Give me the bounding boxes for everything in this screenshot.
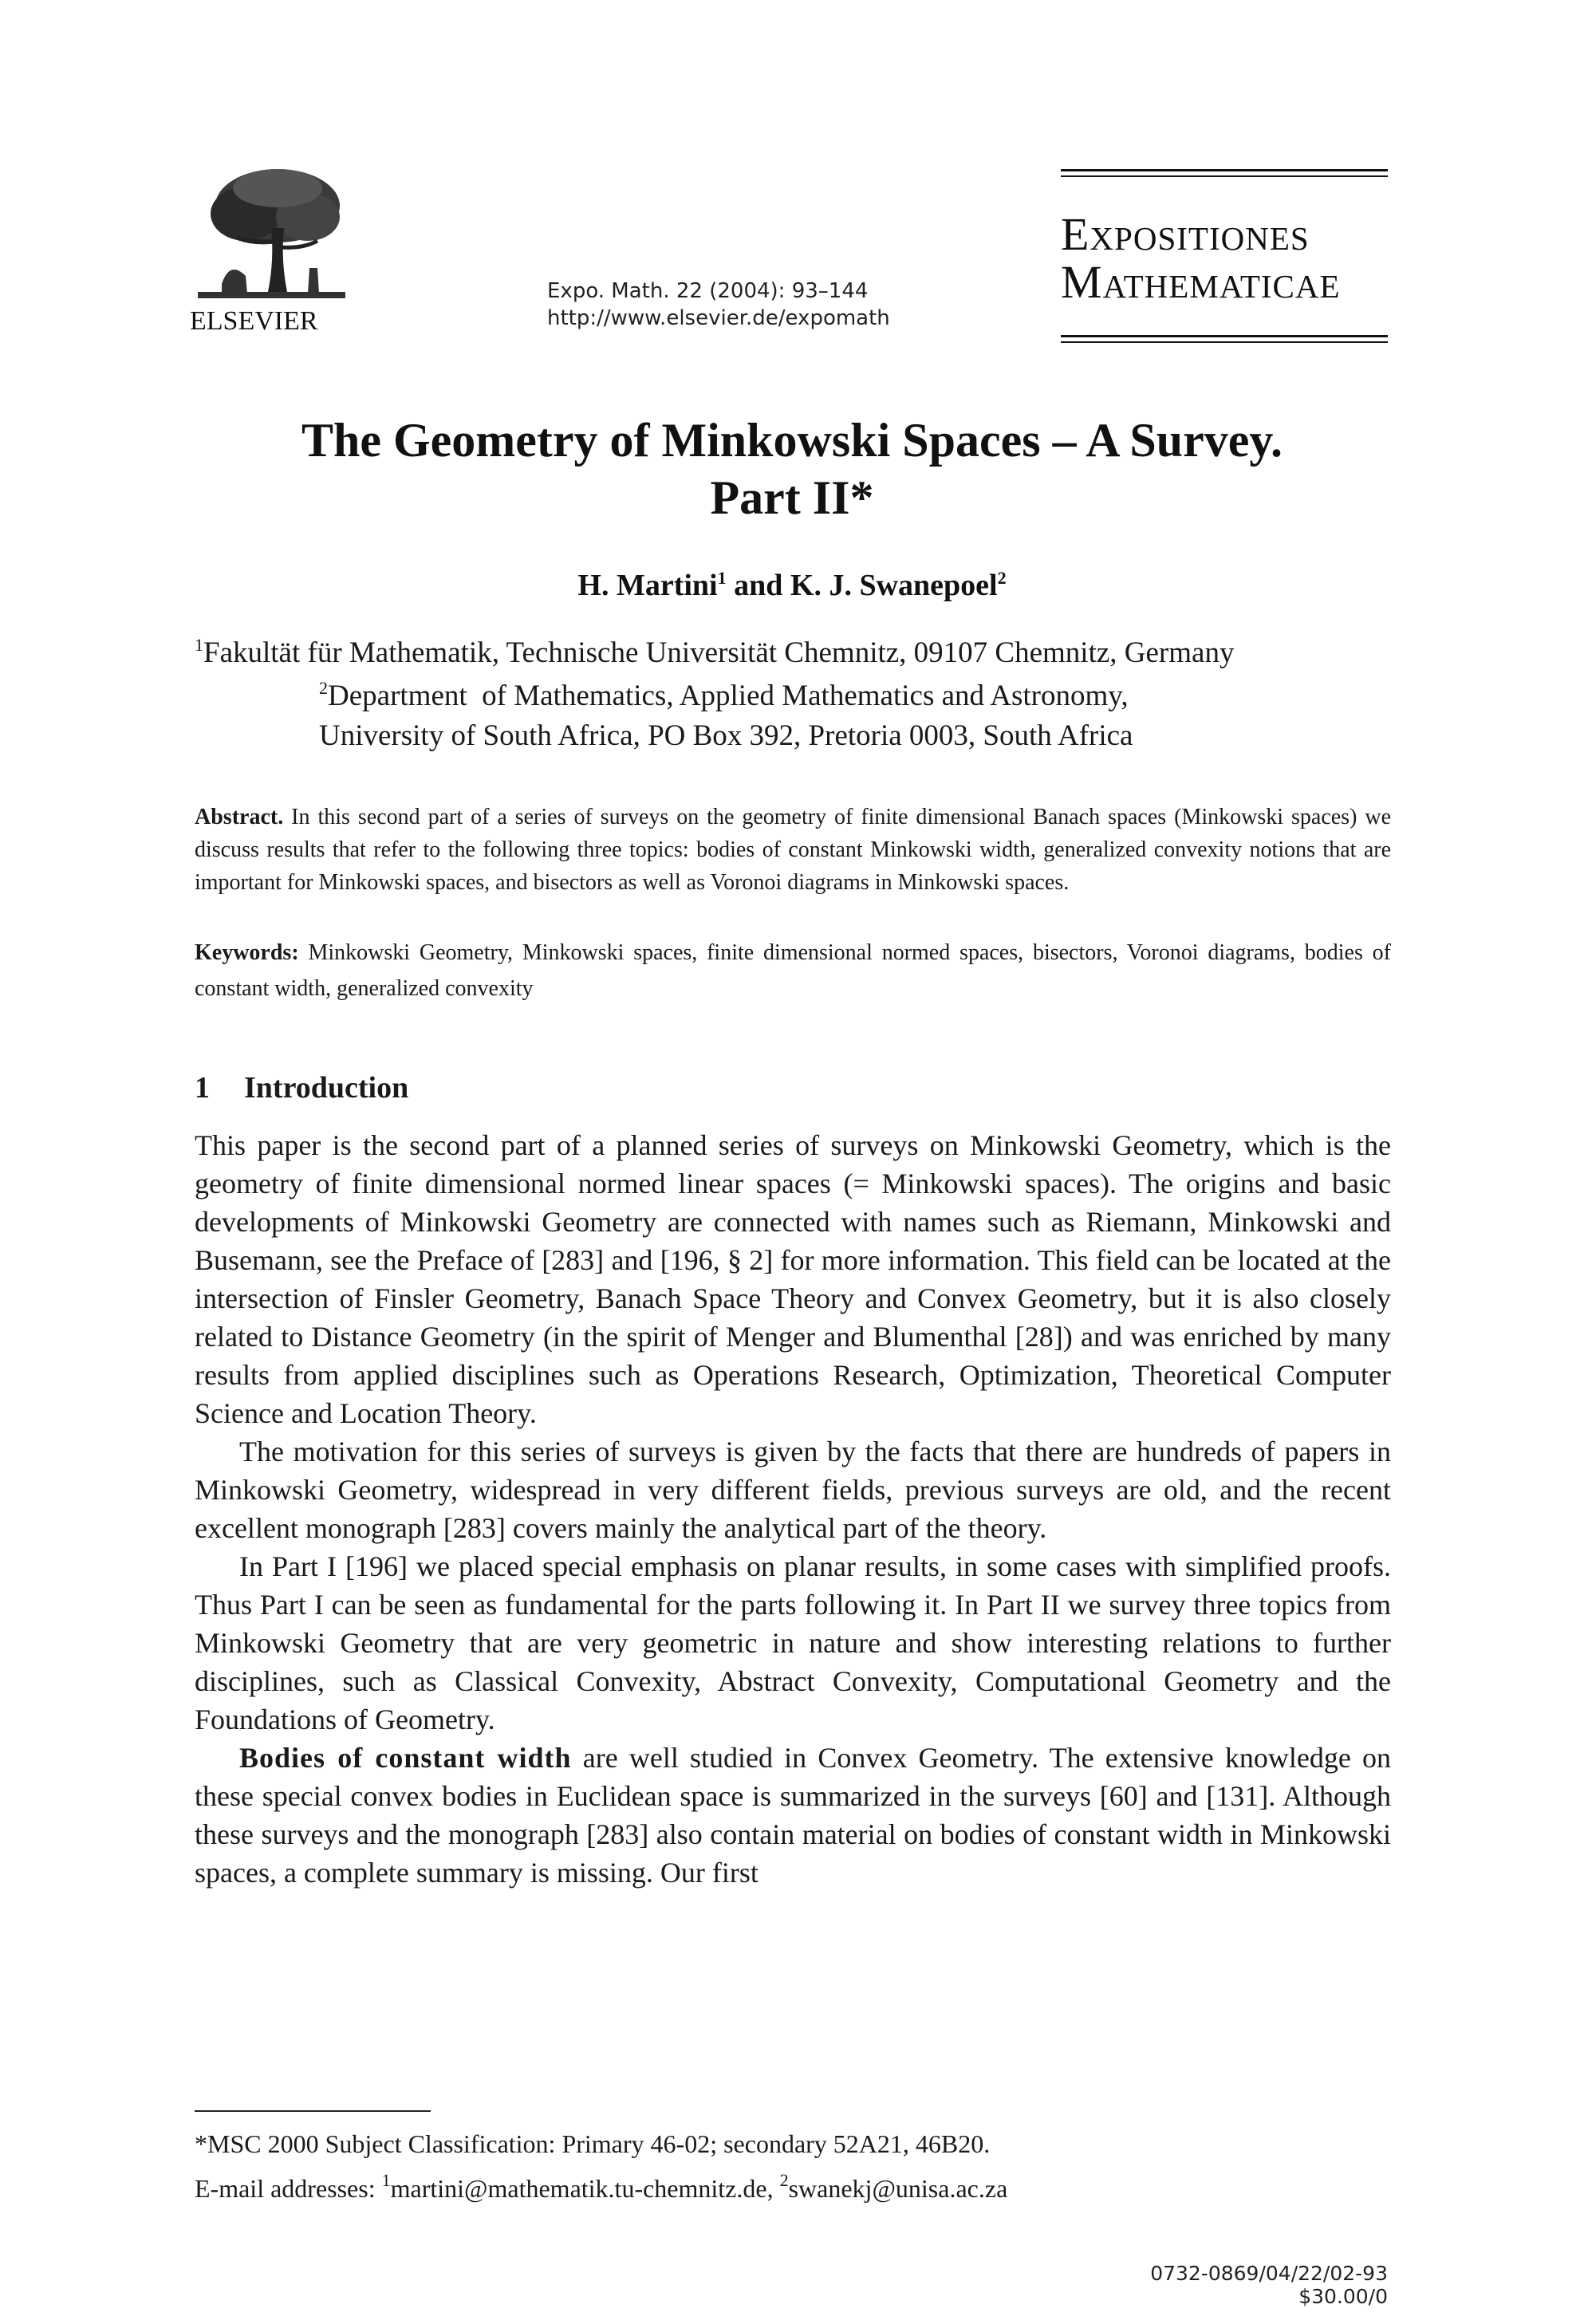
paragraph-1: This paper is the second part of a planned series of surveys on Minkowski Geometry, which is the geometry of finite dimensional normed linear spaces (= Minkowski spaces). The origins and basic developments of Minkowski Geometry are connected with names such as Riemann, Minkowski and Busemann, see the Preface of [283] and [196, § 2] for more information. This field can be located at the intersection of Finsler Geometry, Banach Space Theory and Convex Geometry, but it is also closely related to Distance Geometry (in the spirit of Menger and Blumenthal [28]) and was enriched by many results from applied disciplines such as Operations Research, Optimization, Theoretical Computer Science and Location Theory. [195, 1129, 1391, 1429]
title-line-2: Part II* [710, 471, 874, 524]
masthead-line-1: Expositiones [1061, 208, 1310, 260]
publisher-logo [190, 164, 349, 336]
affiliation-1-mark: 1 [195, 635, 203, 655]
email-1[interactable]: martini@mathematik.tu-chemnitz.de, [390, 2174, 774, 2203]
paragraph-4-text: are well studied in Convex Geometry. The extensive knowledge on these special convex bodies in Euclidean space is summarized in the surveys [60] and [131]. Although these surveys and the monograph [283] also contain material on bodies of constant width in Minkowski spaces, a complete summary is missing. Our first [195, 1742, 1391, 1889]
keywords-text: Minkowski Geometry, Minkowski spaces, finite dimensional normed spaces, bisectors, Voronoi diagrams, bodies of constant width, generalized convexity [195, 940, 1392, 1001]
author-line [0, 568, 1584, 603]
affiliation-2-address: University of South Africa, PO Box 392, Pretoria 0003, South Africa [319, 719, 1133, 752]
affiliation-1 [195, 633, 1391, 673]
email-1-mark: 1 [381, 2170, 391, 2190]
paragraph-4-lead: Bodies of constant width [239, 1742, 572, 1774]
section-number: 1 [195, 1071, 210, 1105]
journal-reference [547, 278, 890, 332]
keywords-label: Keywords: [195, 940, 299, 965]
affiliation-2-mark: 2 [319, 678, 328, 698]
email-2[interactable]: swanekj@unisa.ac.za [788, 2174, 1008, 2203]
abstract [195, 801, 1391, 899]
paragraph-3: In Part I [196] we placed special emphasis on planar results, in some cases with simplified proofs. Thus Part I can be seen as fundamental for the parts following it. In Part II we survey three topics from Minkowski Geometry that are very geometric in nature and show interesting relations to further disciplines, such as Classical Convexity, Abstract Convexity, Computational Geometry and the Foundations of Geometry. [195, 1550, 1391, 1735]
masthead-top-rule [1061, 169, 1388, 177]
author-2-mark: 2 [997, 568, 1007, 588]
section-heading [195, 1070, 408, 1105]
masthead-bottom-rule [1061, 335, 1388, 343]
issn-code: 0732-0869/04/22/02-93 $30.00/0 [1150, 2262, 1388, 2308]
author-1-mark: 1 [717, 568, 727, 588]
journal-url[interactable]: http://www.elsevier.de/expomath [547, 306, 890, 330]
journal-masthead [1061, 169, 1388, 343]
email-label: E-mail addresses: [195, 2174, 376, 2203]
elsevier-tree-icon [198, 164, 345, 300]
section-body [195, 1126, 1391, 1892]
abstract-label: Abstract. [195, 805, 284, 829]
author-1: H. Martini [577, 569, 718, 602]
footnote-emails [195, 2172, 1007, 2204]
author-conjunction: and [734, 569, 783, 602]
email-2-mark: 2 [779, 2170, 789, 2190]
paragraph-2: The motivation for this series of surveys is given by the facts that there are hundreds of papers in Minkowski Geometry, widespread in very different fields, previous surveys are old, and the recent excellent monograph [283] covers mainly the analytical part of the theory. [195, 1436, 1391, 1544]
footnote-msc: *MSC 2000 Subject Classification: Primary 46-02; secondary 52A21, 46B20. [195, 2129, 991, 2158]
section-title: Introduction [244, 1071, 409, 1105]
abstract-text: In this second part of a series of surveys on the geometry of finite dimensional Banach spaces (Minkowski spaces) we discuss results that refer to the following three topics: bodies of constant Minkowski width, generalized convexity notions that are important for Minkowski spaces, and bisectors as well as Voronoi diagrams in Minkowski spaces. [195, 805, 1391, 895]
masthead-line-2: Mathematicae [1061, 256, 1341, 308]
title-line-1: The Geometry of Minkowski Spaces – A Survey. [301, 414, 1283, 467]
affiliation-2-text: Department of Mathematics, Applied Mathematics and Astronomy, [328, 679, 1129, 712]
keywords [195, 935, 1391, 1006]
affiliation-1-text: Fakultät für Mathematik, Technische Universität Chemnitz, 09107 Chemnitz, Germany [203, 636, 1235, 669]
affiliation-2 [319, 676, 1515, 716]
publisher-name: ELSEVIER [190, 306, 318, 336]
masthead-title [1061, 208, 1388, 308]
paper-title [0, 412, 1584, 526]
paragraph-4 [195, 1739, 1391, 1892]
footnote-rule [195, 2110, 431, 2112]
journal-citation: Expo. Math. 22 (2004): 93–144 [547, 279, 869, 303]
author-2: K. J. Swanepoel [790, 569, 998, 602]
